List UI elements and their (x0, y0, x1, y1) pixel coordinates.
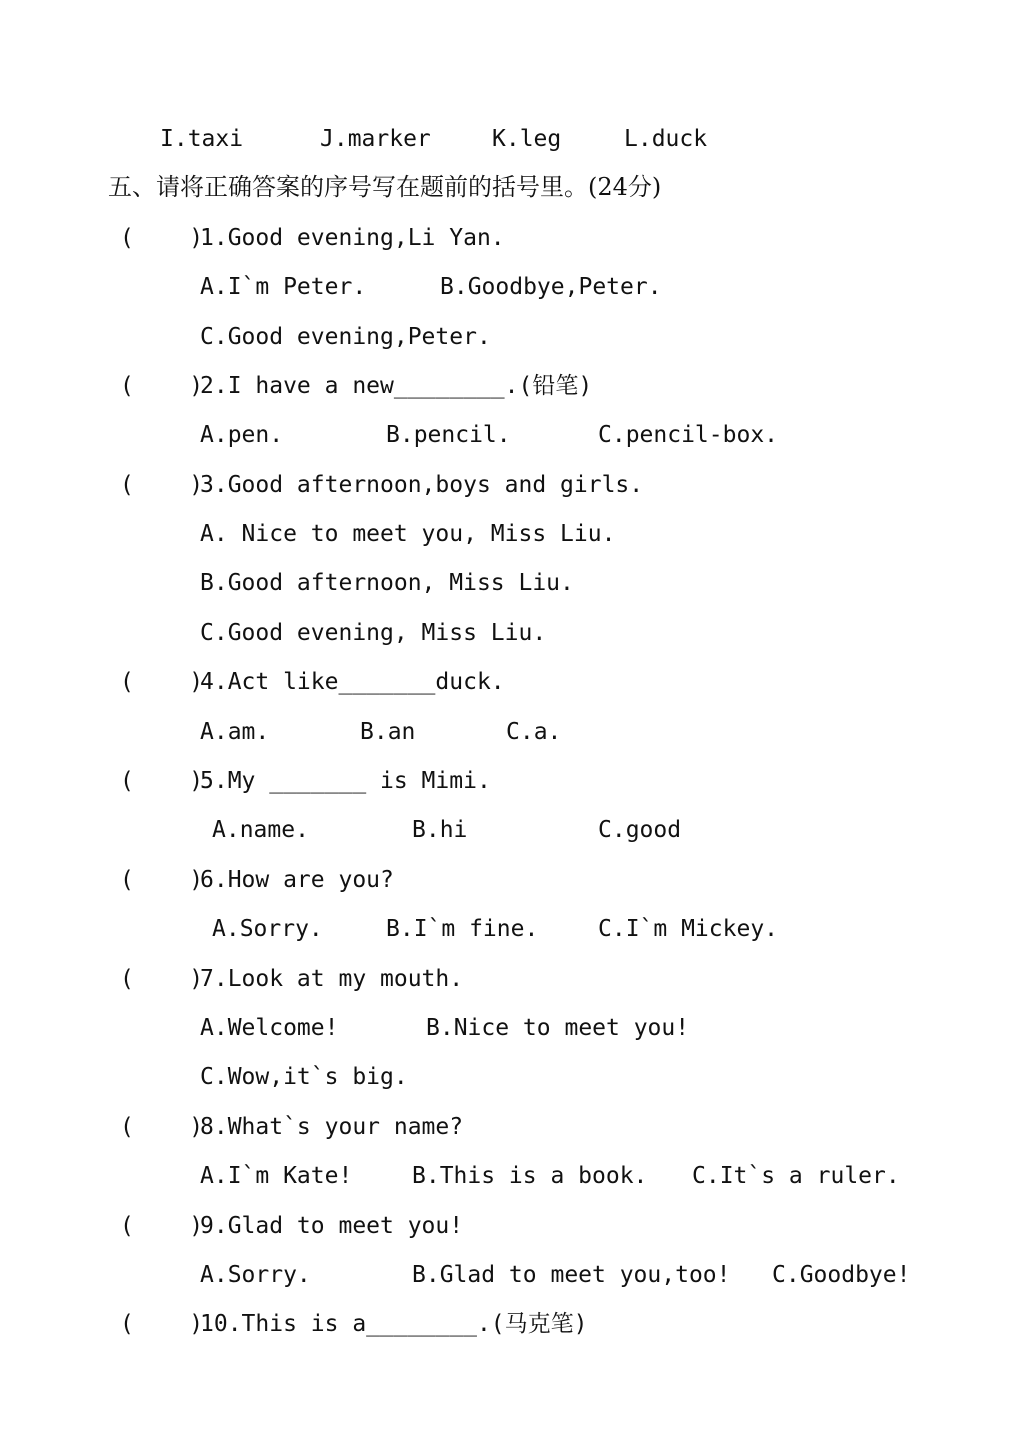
vocab-item-k: K.leg (492, 126, 562, 152)
question-stem: 8.What`s your name? (200, 1114, 464, 1140)
option-a: A.I`m Kate! (200, 1163, 353, 1189)
answer-bracket[interactable]: ( ) (120, 1213, 204, 1239)
answer-bracket[interactable]: ( ) (120, 768, 204, 794)
answer-bracket[interactable]: ( ) (120, 1114, 204, 1140)
option-a: A.Welcome! (200, 1015, 339, 1041)
answer-bracket[interactable]: ( ) (120, 966, 204, 992)
question-stem: 1.Good evening,Li Yan. (200, 225, 505, 251)
answer-bracket[interactable]: ( ) (120, 472, 204, 498)
option-b: B.hi (412, 817, 468, 843)
option-c: C.a. (506, 719, 562, 745)
option-a: A. Nice to meet you, Miss Liu. (200, 521, 616, 547)
option-a: A.am. (200, 719, 270, 745)
question-stem: 4.Act like_______duck. (200, 669, 505, 695)
vocab-item-i: I.taxi (160, 126, 244, 152)
option-b: B.Glad to meet you,too! (412, 1262, 731, 1288)
option-b: B.I`m fine. (386, 916, 539, 942)
answer-bracket[interactable]: ( ) (120, 225, 204, 251)
option-a: A.Sorry. (212, 916, 323, 942)
option-c: C.Good evening,Peter. (200, 324, 491, 350)
question-stem: 9.Glad to meet you! (200, 1213, 464, 1239)
option-c: C.Wow,it`s big. (200, 1064, 408, 1090)
option-a: A.I`m Peter. (200, 274, 367, 300)
question-stem: 2.I have a new________.(铅笔) (200, 373, 593, 399)
option-a: A.pen. (200, 422, 284, 448)
option-b: B.Goodbye,Peter. (440, 274, 662, 300)
question-stem: 5.My _______ is Mimi. (200, 768, 491, 794)
answer-bracket[interactable]: ( ) (120, 1311, 204, 1337)
answer-bracket[interactable]: ( ) (120, 669, 204, 695)
option-a: A.name. (212, 817, 309, 843)
option-b: B.This is a book. (412, 1163, 648, 1189)
option-b: B.Good afternoon, Miss Liu. (200, 570, 574, 596)
option-c: C.Good evening, Miss Liu. (200, 620, 547, 646)
option-b: B.an (360, 719, 416, 745)
vocab-item-l: L.duck (624, 126, 708, 152)
option-b: B.Nice to meet you! (426, 1015, 690, 1041)
option-b: B.pencil. (386, 422, 511, 448)
question-stem: 10.This is a________.(马克笔) (200, 1311, 588, 1337)
option-c: C.It`s a ruler. (692, 1163, 900, 1189)
question-stem: 6.How are you? (200, 867, 394, 893)
option-c: C.good (598, 817, 682, 843)
option-c: C.Goodbye! (772, 1262, 911, 1288)
answer-bracket[interactable]: ( ) (120, 867, 204, 893)
option-c: C.I`m Mickey. (598, 916, 779, 942)
section-title: 五、请将正确答案的序号写在题前的括号里。(24分) (108, 173, 662, 201)
question-stem: 7.Look at my mouth. (200, 966, 464, 992)
answer-bracket[interactable]: ( ) (120, 373, 204, 399)
option-a: A.Sorry. (200, 1262, 311, 1288)
question-stem: 3.Good afternoon,boys and girls. (200, 472, 644, 498)
option-c: C.pencil-box. (598, 422, 779, 448)
vocab-item-j: J.marker (320, 126, 431, 152)
